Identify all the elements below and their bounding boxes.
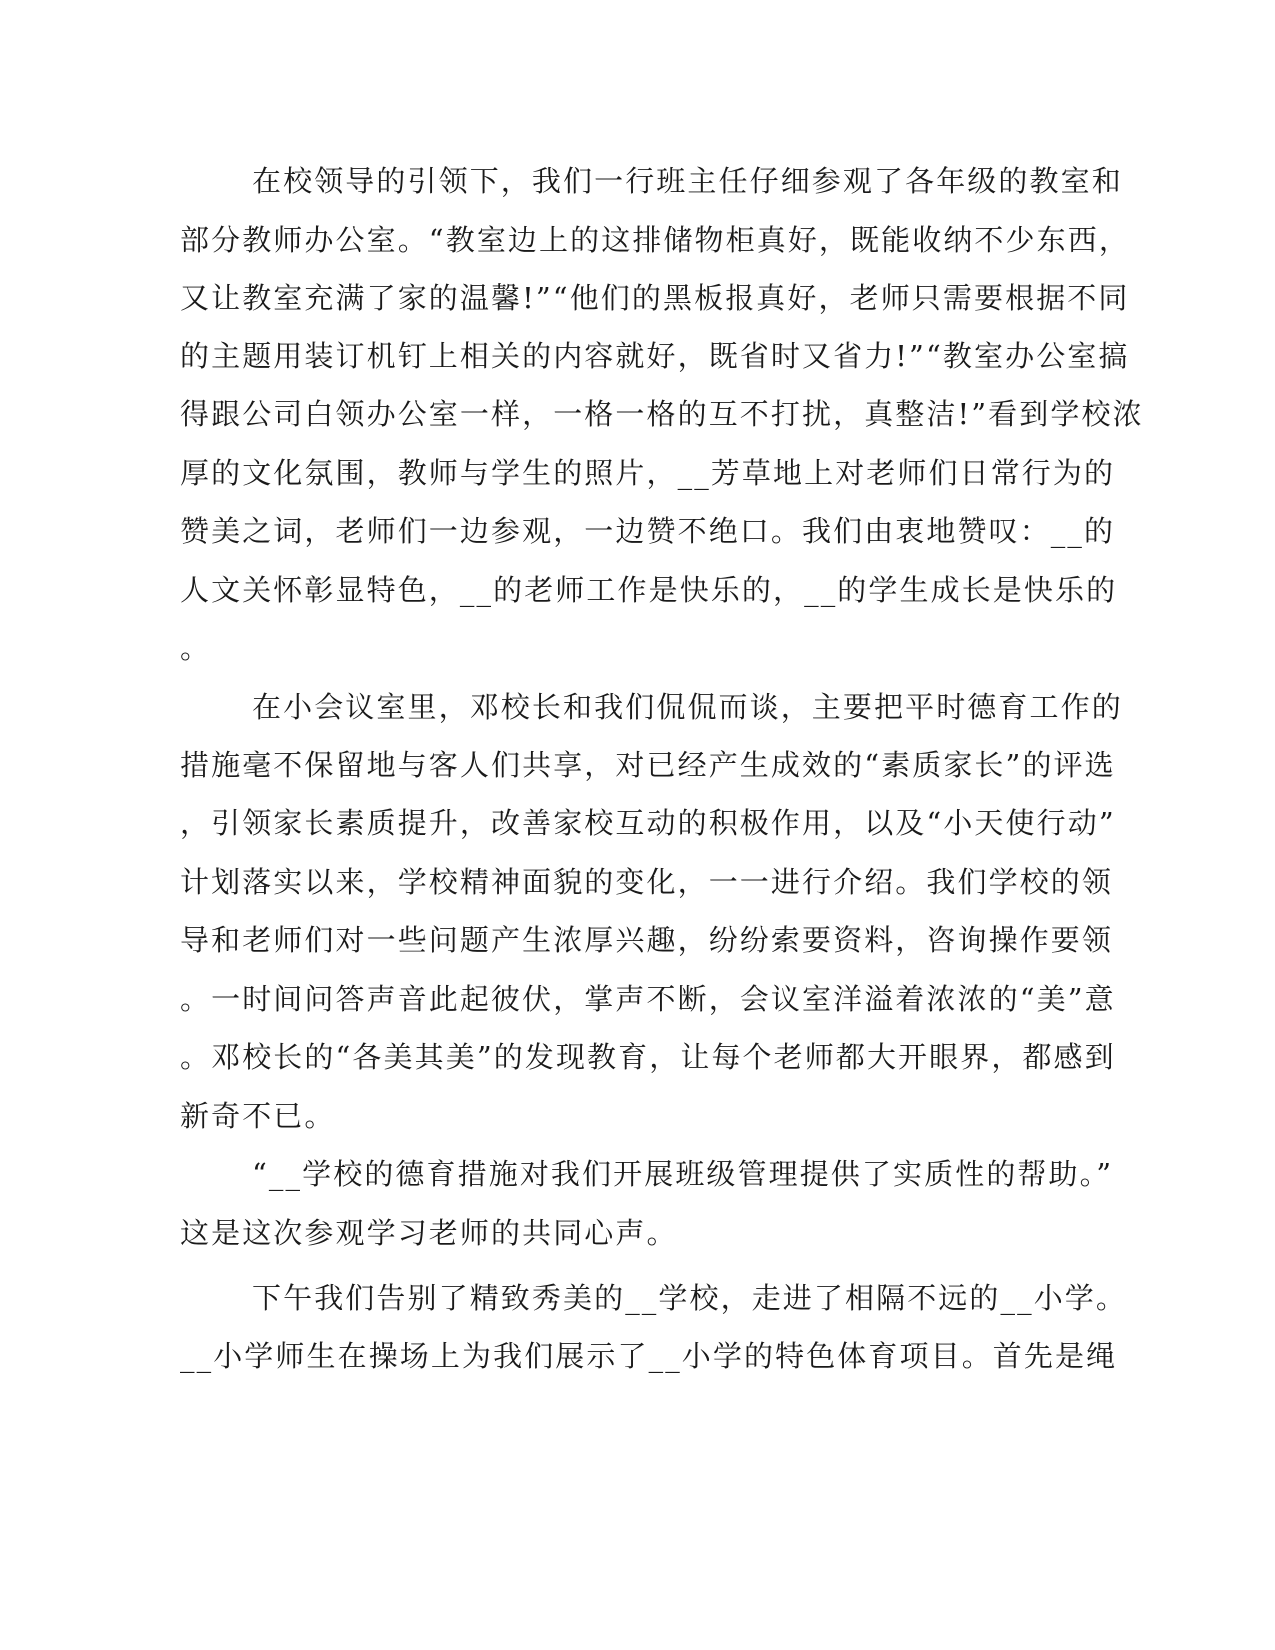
paragraph-2-line-8: 新奇不已。	[180, 1099, 336, 1133]
paragraph-2-line-5: 导和老师们对一些问题产生浓厚兴趣，纷纷索要资料，咨询操作要领	[180, 923, 1114, 957]
paragraph-1-line-9: 。	[180, 631, 212, 665]
paragraph-1-line-5: 得跟公司白领办公室一样，一格一格的互不打扰，真整洁!”看到学校浓	[180, 397, 1144, 431]
paragraph-4-line-1: 下午我们告别了精致秀美的__学校，走进了相隔不远的__小学。	[252, 1281, 1128, 1315]
paragraph-4-line-2: __小学师生在操场上为我们展示了__小学的特色体育项目。首先是绳	[180, 1339, 1118, 1373]
paragraph-3-line-1: “__学校的德育措施对我们开展班级管理提供了实质性的帮助。”	[252, 1157, 1114, 1191]
paragraph-2-line-3: ，引领家长素质提升，改善家校互动的积极作用，以及“小天使行动”	[180, 806, 1116, 840]
paragraph-1-line-1: 在校领导的引领下，我们一行班主任仔细参观了各年级的教室和	[252, 164, 1123, 198]
paragraph-2-line-2: 措施毫不保留地与客人们共享，对已经产生成效的“素质家长”的评选	[180, 748, 1116, 782]
paragraph-2-line-6: 。一时间问答声音此起彼伏，掌声不断，会议室洋溢着浓浓的“美”意	[180, 982, 1116, 1016]
paragraph-3-line-2: 这是这次参观学习老师的共同心声。	[180, 1216, 678, 1250]
paragraph-1-line-6: 厚的文化氛围，教师与学生的照片，__芳草地上对老师们日常行为的	[180, 456, 1116, 490]
paragraph-1-line-8: 人文关怀彰显特色，__的老师工作是快乐的，__的学生成长是快乐的	[180, 573, 1118, 607]
paragraph-1-line-2: 部分教师办公室。“教室边上的这排储物柜真好，既能收纳不少东西，	[180, 223, 1130, 257]
paragraph-1-line-3: 又让教室充满了家的温馨!”“他们的黑板报真好，老师只需要根据不同	[180, 281, 1130, 315]
paragraph-2-line-1: 在小会议室里，邓校长和我们侃侃而谈，主要把平时德育工作的	[252, 690, 1123, 724]
paragraph-1-line-4: 的主题用装订机钉上相关的内容就好，既省时又省力!”“教室办公室搞	[180, 339, 1130, 373]
paragraph-1-line-7: 赞美之词，老师们一边参观，一边赞不绝口。我们由衷地赞叹：__的	[180, 514, 1116, 548]
paragraph-2-line-7: 。邓校长的“各美其美”的发现教育，让每个老师都大开眼界，都感到	[180, 1040, 1116, 1074]
paragraph-2-line-4: 计划落实以来，学校精神面貌的变化，一一进行介绍。我们学校的领	[180, 865, 1114, 899]
